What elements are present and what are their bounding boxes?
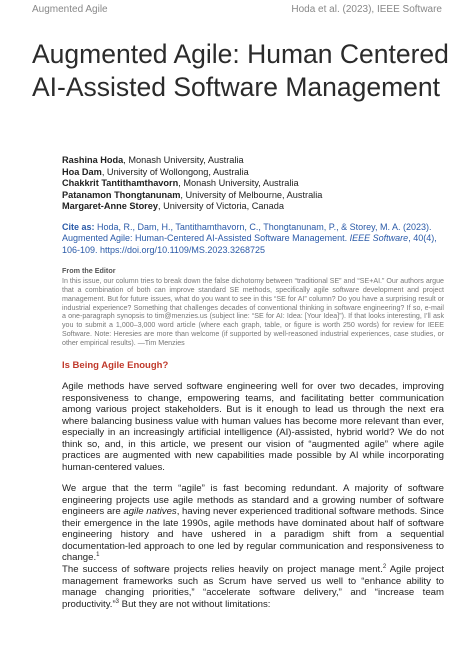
footnote-ref[interactable]: 3: [115, 598, 120, 605]
running-header-right: Hoda et al. (2023), IEEE Software: [291, 4, 442, 15]
author-affiliation: , University of Wollongong, Australia: [101, 166, 249, 177]
paragraph-text: But they are not without limitations:: [119, 598, 271, 610]
citation-label: Cite as:: [62, 222, 95, 232]
body-paragraph-2: [62, 483, 444, 564]
author-affiliation: , University of Melbourne, Australia: [180, 189, 323, 200]
author-entry: [62, 190, 322, 202]
citation-doi[interactable]: , 40(4), 106-109. https://doi.org/10.1109/MS.2023.3268725: [62, 233, 437, 255]
paper-title: Augmented Agile: Human Centered AI-Assisted Software Management: [32, 39, 449, 102]
author-affiliation: , University of Victoria, Canada: [157, 201, 284, 212]
author-entry: [62, 201, 322, 213]
from-editor-text: In this issue, our column tries to break down the false dichotomy between “traditional SE” and “SE+AI.” Our authors argue that a combination of both can improve standard SE methods, specifically agile software development and project management. But for future issues, what do you want to see in this “SE for AI” column? Do you have a surprising result or industrial experience? Something that challenges decades of conventional thinking in software engineering? If so, e-mail a one-paragraph synopsis to tim@menzies.us (subject line: “SE for AI: Idea: [Your Idea]”). If that looks interesting, I’ll ask you to submit a 1,000–3,000 word article (where each graph, table, or figure is worth 250 words) for review for IEEE Software. Note: Heresies are more than welcome (if supported by well-reasoned industrial experiences, case studies, or other empirical results). —Tim Menzies: [62, 277, 444, 347]
author-entry: [62, 155, 322, 167]
citation-text: Hoda, R., Dam, H., Tantithamthavorn, C., Thongtanunam, P., & Storey, M. A. (2023). Augmented Agile: Human-Centered AI-Assisted Software Management.: [62, 222, 432, 244]
author-affiliation: , Monash University, Australia: [178, 178, 299, 189]
paragraph-text: We argue that the term “agile” is fast becoming redundant. A majority of software engineering projects use agile methods as standard and a growing number of software engineers are: [62, 483, 444, 517]
paragraph-text: The success of software projects relies heavily on project manage ment.: [62, 564, 383, 575]
running-header-left: Augmented Agile: [32, 4, 108, 15]
paragraph-italic: agile natives: [123, 506, 177, 517]
paragraph-text: , having never experienced traditional software methods. Since their emergence in the late 1990s, agile methods have dominated about half of software engineering history and have ushered in a paradigm shift from a sequential documentation-led approach to one led by regular communication and responsiveness to change.: [62, 506, 444, 563]
citation-journal: IEEE Software: [349, 233, 409, 244]
body-paragraph-1: Agile methods have served software engineering well for over two decades, improving responsiveness to change, empowering teams, and facilitating better communication among various project stakeholders. But is it enough to lead us through the next era where balancing business value with human values has become more relevant than ever, especially in an increasingly artificial intelligence (AI)-assisted, hybrid world? We do not think so, and, in this article, we present our vision of “augmented agile” where agile practices are augmented with new capabilities made possible by AI while incorporating human-centered values.: [62, 381, 444, 473]
footnote-ref[interactable]: 2: [382, 563, 387, 570]
author-name: Chakkrit Tantithamthavorn: [62, 178, 179, 189]
author-affiliation: , Monash University, Australia: [123, 155, 244, 165]
paragraph-text: Agile project management frameworks such as Scrum have served us well to “enhance ability to manage changing priorities,” “accelerate software delivery,” and “increase team productivity.”: [62, 564, 444, 610]
citation-block[interactable]: [62, 222, 442, 256]
body-paragraph-3: [62, 564, 444, 610]
author-list: [62, 155, 322, 213]
author-name: Rashina Hoda: [62, 155, 124, 165]
author-name: Patanamon Thongtanunam: [62, 189, 181, 200]
author-entry: [62, 178, 322, 190]
author-entry: [62, 167, 322, 179]
author-name: Hoa Dam: [62, 166, 102, 177]
section-heading: Is Being Agile Enough?: [62, 360, 169, 371]
author-name: Margaret-Anne Storey: [62, 201, 158, 212]
footnote-ref[interactable]: 1: [96, 551, 100, 558]
from-editor-heading: From the Editor: [62, 266, 116, 275]
